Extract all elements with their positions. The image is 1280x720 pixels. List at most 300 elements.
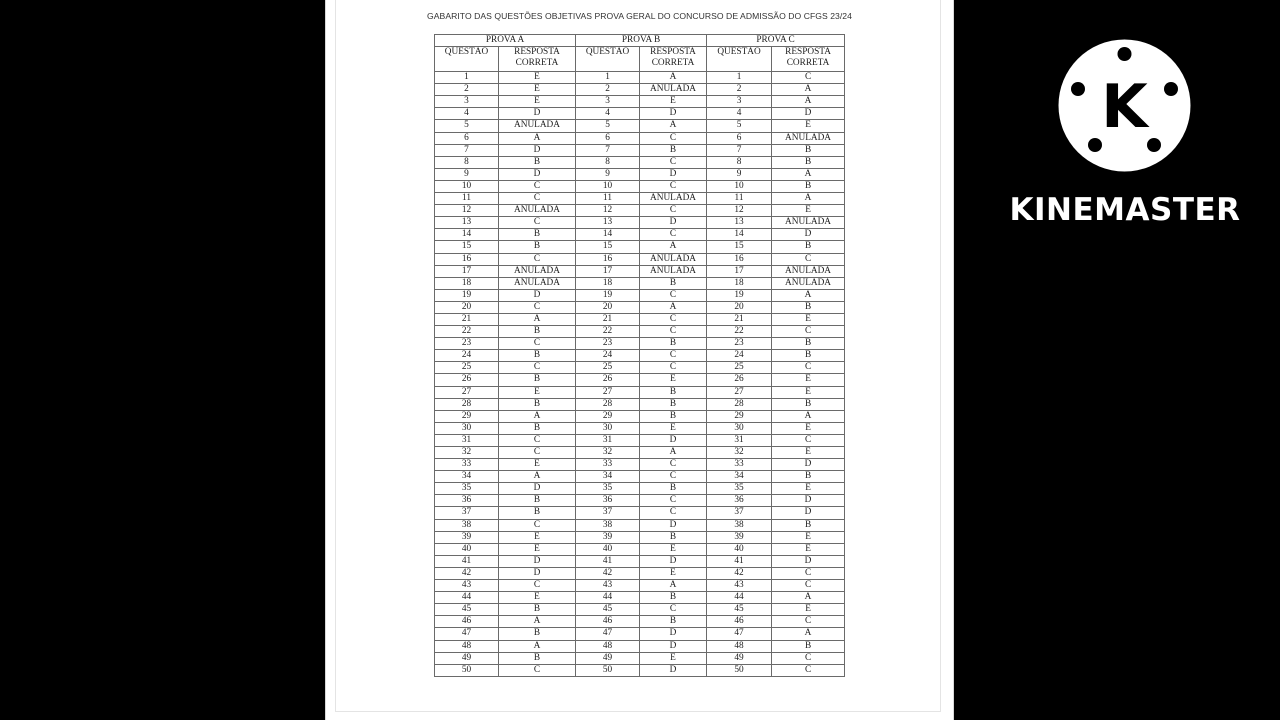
question-number-b: 35 <box>576 483 640 495</box>
question-number-c: 21 <box>707 313 772 325</box>
answer-b: A <box>640 580 707 592</box>
question-number-c: 26 <box>707 374 772 386</box>
question-number-c: 18 <box>707 277 772 289</box>
question-number-a: 46 <box>435 616 499 628</box>
question-number-a: 4 <box>435 108 499 120</box>
question-number-c: 19 <box>707 289 772 301</box>
answer-c: B <box>772 338 845 350</box>
answer-c: E <box>772 205 845 217</box>
table-row <box>435 495 845 507</box>
answer-table-body <box>435 72 845 677</box>
question-number-b: 6 <box>576 132 640 144</box>
answer-a: A <box>499 313 576 325</box>
answer-b: A <box>640 120 707 132</box>
answer-a: E <box>499 96 576 108</box>
answer-c: E <box>772 313 845 325</box>
question-number-a: 25 <box>435 362 499 374</box>
answer-b: C <box>640 313 707 325</box>
question-number-a: 41 <box>435 555 499 567</box>
question-number-a: 6 <box>435 132 499 144</box>
column-header-answer-line2: CORRETA <box>515 58 559 69</box>
answer-c: B <box>772 301 845 313</box>
table-row <box>435 374 845 386</box>
answer-a: A <box>499 616 576 628</box>
question-number-b: 40 <box>576 543 640 555</box>
question-number-b: 32 <box>576 447 640 459</box>
question-number-a: 20 <box>435 301 499 313</box>
question-number-b: 5 <box>576 120 640 132</box>
question-number-c: 25 <box>707 362 772 374</box>
question-number-a: 40 <box>435 543 499 555</box>
answer-a: B <box>499 374 576 386</box>
answer-c: B <box>772 144 845 156</box>
table-row <box>435 72 845 84</box>
answer-b: B <box>640 144 707 156</box>
question-number-b: 18 <box>576 277 640 289</box>
answer-a: B <box>499 422 576 434</box>
answer-b: D <box>640 434 707 446</box>
question-number-b: 16 <box>576 253 640 265</box>
answer-b: ANULADA <box>640 193 707 205</box>
table-row <box>435 313 845 325</box>
question-number-a: 21 <box>435 313 499 325</box>
question-number-c: 29 <box>707 410 772 422</box>
answer-c: C <box>772 652 845 664</box>
table-row <box>435 229 845 241</box>
answer-c: A <box>772 592 845 604</box>
column-header-answer <box>499 47 576 72</box>
question-number-b: 14 <box>576 229 640 241</box>
answer-key-table <box>434 34 845 677</box>
question-number-b: 2 <box>576 84 640 96</box>
answer-c: A <box>772 168 845 180</box>
question-number-b: 39 <box>576 531 640 543</box>
answer-a: D <box>499 483 576 495</box>
column-header-answer-line2: CORRETA <box>651 58 695 69</box>
answer-c: C <box>772 362 845 374</box>
table-row <box>435 253 845 265</box>
answer-b: E <box>640 422 707 434</box>
answer-a: ANULADA <box>499 277 576 289</box>
question-number-a: 15 <box>435 241 499 253</box>
question-number-c: 2 <box>707 84 772 96</box>
answer-c: E <box>772 120 845 132</box>
question-number-c: 38 <box>707 519 772 531</box>
answer-c: B <box>772 350 845 362</box>
table-row <box>435 410 845 422</box>
question-number-b: 11 <box>576 193 640 205</box>
table-row <box>435 519 845 531</box>
answer-c: E <box>772 483 845 495</box>
answer-a: E <box>499 543 576 555</box>
question-number-a: 29 <box>435 410 499 422</box>
table-row <box>435 386 845 398</box>
table-group-header-row <box>435 35 845 47</box>
answer-a: D <box>499 567 576 579</box>
answer-a: C <box>499 519 576 531</box>
column-header-question: QUESTÃO <box>707 47 772 72</box>
question-number-c: 6 <box>707 132 772 144</box>
question-number-c: 22 <box>707 326 772 338</box>
answer-c: C <box>772 580 845 592</box>
answer-a: C <box>499 253 576 265</box>
table-row <box>435 301 845 313</box>
answer-b: D <box>640 628 707 640</box>
question-number-c: 4 <box>707 108 772 120</box>
question-number-c: 42 <box>707 567 772 579</box>
answer-a: ANULADA <box>499 205 576 217</box>
question-number-c: 33 <box>707 459 772 471</box>
answer-b: C <box>640 507 707 519</box>
answer-a: E <box>499 459 576 471</box>
answer-a: C <box>499 180 576 192</box>
answer-c: E <box>772 447 845 459</box>
table-row <box>435 156 845 168</box>
question-number-b: 1 <box>576 72 640 84</box>
question-number-a: 45 <box>435 604 499 616</box>
question-number-b: 41 <box>576 555 640 567</box>
answer-b: D <box>640 168 707 180</box>
answer-c: C <box>772 434 845 446</box>
question-number-c: 32 <box>707 447 772 459</box>
question-number-c: 20 <box>707 301 772 313</box>
answer-a: B <box>499 495 576 507</box>
answer-a: C <box>499 580 576 592</box>
answer-c: B <box>772 156 845 168</box>
answer-a: A <box>499 132 576 144</box>
question-number-a: 17 <box>435 265 499 277</box>
answer-a: E <box>499 84 576 96</box>
answer-c: B <box>772 519 845 531</box>
question-number-b: 50 <box>576 664 640 676</box>
column-header-question: QUESTÃO <box>435 47 499 72</box>
answer-b: B <box>640 398 707 410</box>
answer-a: ANULADA <box>499 120 576 132</box>
question-number-a: 23 <box>435 338 499 350</box>
question-number-b: 47 <box>576 628 640 640</box>
answer-c: B <box>772 180 845 192</box>
question-number-c: 37 <box>707 507 772 519</box>
answer-a: B <box>499 350 576 362</box>
answer-a: D <box>499 144 576 156</box>
question-number-a: 35 <box>435 483 499 495</box>
question-number-c: 47 <box>707 628 772 640</box>
question-number-a: 37 <box>435 507 499 519</box>
table-row <box>435 434 845 446</box>
question-number-b: 28 <box>576 398 640 410</box>
answer-b: A <box>640 447 707 459</box>
question-number-b: 29 <box>576 410 640 422</box>
answer-b: C <box>640 229 707 241</box>
question-number-c: 45 <box>707 604 772 616</box>
table-row <box>435 326 845 338</box>
question-number-a: 44 <box>435 592 499 604</box>
answer-c: D <box>772 229 845 241</box>
table-row <box>435 531 845 543</box>
answer-c: D <box>772 507 845 519</box>
answer-a: B <box>499 398 576 410</box>
question-number-b: 44 <box>576 592 640 604</box>
question-number-b: 27 <box>576 386 640 398</box>
answer-b: A <box>640 72 707 84</box>
question-number-a: 19 <box>435 289 499 301</box>
answer-b: D <box>640 640 707 652</box>
question-number-a: 16 <box>435 253 499 265</box>
question-number-c: 49 <box>707 652 772 664</box>
document-title: GABARITO DAS QUESTÕES OBJETIVAS PROVA GERAL DO CONCURSO DE ADMISSÃO DO CFGS 23/24 <box>427 11 852 21</box>
answer-c: ANULADA <box>772 132 845 144</box>
question-number-b: 20 <box>576 301 640 313</box>
question-number-b: 13 <box>576 217 640 229</box>
answer-c: E <box>772 374 845 386</box>
table-row <box>435 205 845 217</box>
table-column-header-row <box>435 47 845 72</box>
column-header-question: QUESTÃO <box>576 47 640 72</box>
answer-b: D <box>640 664 707 676</box>
question-number-b: 42 <box>576 567 640 579</box>
answer-c: E <box>772 531 845 543</box>
table-row <box>435 168 845 180</box>
answer-c: B <box>772 241 845 253</box>
question-number-c: 9 <box>707 168 772 180</box>
column-header-answer-line1: RESPOSTA <box>514 47 560 58</box>
table-row <box>435 483 845 495</box>
question-number-b: 23 <box>576 338 640 350</box>
answer-b: ANULADA <box>640 84 707 96</box>
answer-a: B <box>499 628 576 640</box>
question-number-a: 38 <box>435 519 499 531</box>
table-row <box>435 640 845 652</box>
question-number-a: 42 <box>435 567 499 579</box>
question-number-a: 47 <box>435 628 499 640</box>
question-number-a: 22 <box>435 326 499 338</box>
table-row <box>435 592 845 604</box>
question-number-a: 30 <box>435 422 499 434</box>
question-number-c: 31 <box>707 434 772 446</box>
table-row <box>435 84 845 96</box>
question-number-b: 46 <box>576 616 640 628</box>
column-header-answer-line1: RESPOSTA <box>785 47 831 58</box>
question-number-a: 13 <box>435 217 499 229</box>
table-row <box>435 289 845 301</box>
answer-c: A <box>772 410 845 422</box>
answer-a: D <box>499 108 576 120</box>
answer-a: C <box>499 301 576 313</box>
answer-a: C <box>499 664 576 676</box>
answer-b: E <box>640 543 707 555</box>
table-row <box>435 616 845 628</box>
answer-b: C <box>640 205 707 217</box>
answer-a: E <box>499 531 576 543</box>
question-number-c: 13 <box>707 217 772 229</box>
answer-c: ANULADA <box>772 265 845 277</box>
question-number-a: 24 <box>435 350 499 362</box>
answer-b: D <box>640 555 707 567</box>
question-number-b: 10 <box>576 180 640 192</box>
answer-b: E <box>640 652 707 664</box>
answer-a: D <box>499 168 576 180</box>
question-number-a: 3 <box>435 96 499 108</box>
question-number-a: 14 <box>435 229 499 241</box>
answer-c: E <box>772 422 845 434</box>
question-number-c: 35 <box>707 483 772 495</box>
answer-a: B <box>499 652 576 664</box>
question-number-c: 44 <box>707 592 772 604</box>
table-row <box>435 543 845 555</box>
answer-c: E <box>772 604 845 616</box>
question-number-a: 11 <box>435 193 499 205</box>
question-number-b: 4 <box>576 108 640 120</box>
question-number-c: 34 <box>707 471 772 483</box>
answer-a: A <box>499 640 576 652</box>
answer-c: D <box>772 555 845 567</box>
answer-b: B <box>640 531 707 543</box>
answer-b: E <box>640 96 707 108</box>
table-row <box>435 217 845 229</box>
answer-a: E <box>499 72 576 84</box>
answer-a: E <box>499 592 576 604</box>
answer-a: C <box>499 193 576 205</box>
question-number-b: 3 <box>576 96 640 108</box>
question-number-c: 12 <box>707 205 772 217</box>
answer-b: C <box>640 604 707 616</box>
question-number-c: 46 <box>707 616 772 628</box>
answer-c: C <box>772 326 845 338</box>
table-row <box>435 338 845 350</box>
kinemaster-logo-icon <box>1058 39 1191 172</box>
question-number-a: 2 <box>435 84 499 96</box>
answer-b: E <box>640 374 707 386</box>
answer-a: A <box>499 410 576 422</box>
answer-b: C <box>640 471 707 483</box>
question-number-c: 41 <box>707 555 772 567</box>
question-number-a: 33 <box>435 459 499 471</box>
question-number-c: 11 <box>707 193 772 205</box>
question-number-c: 30 <box>707 422 772 434</box>
answer-a: B <box>499 229 576 241</box>
question-number-b: 49 <box>576 652 640 664</box>
answer-a: B <box>499 241 576 253</box>
question-number-a: 10 <box>435 180 499 192</box>
answer-c: A <box>772 96 845 108</box>
question-number-a: 39 <box>435 531 499 543</box>
question-number-a: 36 <box>435 495 499 507</box>
table-row <box>435 652 845 664</box>
answer-b: D <box>640 108 707 120</box>
question-number-c: 8 <box>707 156 772 168</box>
question-number-a: 8 <box>435 156 499 168</box>
question-number-a: 49 <box>435 652 499 664</box>
table-row <box>435 471 845 483</box>
question-number-a: 50 <box>435 664 499 676</box>
question-number-b: 17 <box>576 265 640 277</box>
answer-a: C <box>499 217 576 229</box>
table-row <box>435 664 845 676</box>
question-number-b: 26 <box>576 374 640 386</box>
question-number-c: 43 <box>707 580 772 592</box>
question-number-c: 28 <box>707 398 772 410</box>
question-number-a: 31 <box>435 434 499 446</box>
question-number-b: 19 <box>576 289 640 301</box>
question-number-b: 21 <box>576 313 640 325</box>
table-row <box>435 398 845 410</box>
answer-c: A <box>772 289 845 301</box>
question-number-b: 7 <box>576 144 640 156</box>
question-number-a: 48 <box>435 640 499 652</box>
question-number-b: 43 <box>576 580 640 592</box>
question-number-b: 45 <box>576 604 640 616</box>
table-row <box>435 193 845 205</box>
answer-c: B <box>772 471 845 483</box>
answer-c: E <box>772 543 845 555</box>
answer-b: C <box>640 132 707 144</box>
answer-a: C <box>499 338 576 350</box>
answer-c: A <box>772 84 845 96</box>
kinemaster-watermark-text: KINEMASTER <box>1009 192 1241 228</box>
question-number-a: 12 <box>435 205 499 217</box>
group-header-prova-c: PROVA C <box>707 35 845 47</box>
question-number-a: 34 <box>435 471 499 483</box>
answer-c: ANULADA <box>772 277 845 289</box>
answer-a: A <box>499 471 576 483</box>
question-number-a: 32 <box>435 447 499 459</box>
question-number-b: 8 <box>576 156 640 168</box>
group-header-prova-b: PROVA B <box>576 35 707 47</box>
question-number-b: 48 <box>576 640 640 652</box>
question-number-c: 17 <box>707 265 772 277</box>
table-row <box>435 555 845 567</box>
question-number-b: 12 <box>576 205 640 217</box>
answer-b: ANULADA <box>640 253 707 265</box>
answer-a: B <box>499 604 576 616</box>
table-row <box>435 604 845 616</box>
answer-c: D <box>772 108 845 120</box>
answer-c: B <box>772 640 845 652</box>
table-row <box>435 447 845 459</box>
question-number-b: 38 <box>576 519 640 531</box>
table-row <box>435 108 845 120</box>
answer-a: B <box>499 156 576 168</box>
answer-b: C <box>640 289 707 301</box>
question-number-a: 9 <box>435 168 499 180</box>
question-number-b: 37 <box>576 507 640 519</box>
question-number-a: 27 <box>435 386 499 398</box>
answer-b: C <box>640 495 707 507</box>
answer-a: B <box>499 507 576 519</box>
question-number-b: 36 <box>576 495 640 507</box>
answer-b: B <box>640 338 707 350</box>
question-number-a: 1 <box>435 72 499 84</box>
answer-b: A <box>640 241 707 253</box>
answer-b: C <box>640 156 707 168</box>
question-number-b: 22 <box>576 326 640 338</box>
kinemaster-logo-letter: K <box>1101 72 1148 142</box>
table-row <box>435 362 845 374</box>
answer-c: ANULADA <box>772 217 845 229</box>
question-number-a: 5 <box>435 120 499 132</box>
question-number-c: 14 <box>707 229 772 241</box>
answer-c: A <box>772 628 845 640</box>
question-number-a: 28 <box>435 398 499 410</box>
table-row <box>435 459 845 471</box>
answer-c: C <box>772 72 845 84</box>
answer-a: D <box>499 289 576 301</box>
question-number-b: 31 <box>576 434 640 446</box>
answer-c: C <box>772 664 845 676</box>
table-row <box>435 628 845 640</box>
question-number-c: 1 <box>707 72 772 84</box>
question-number-c: 48 <box>707 640 772 652</box>
